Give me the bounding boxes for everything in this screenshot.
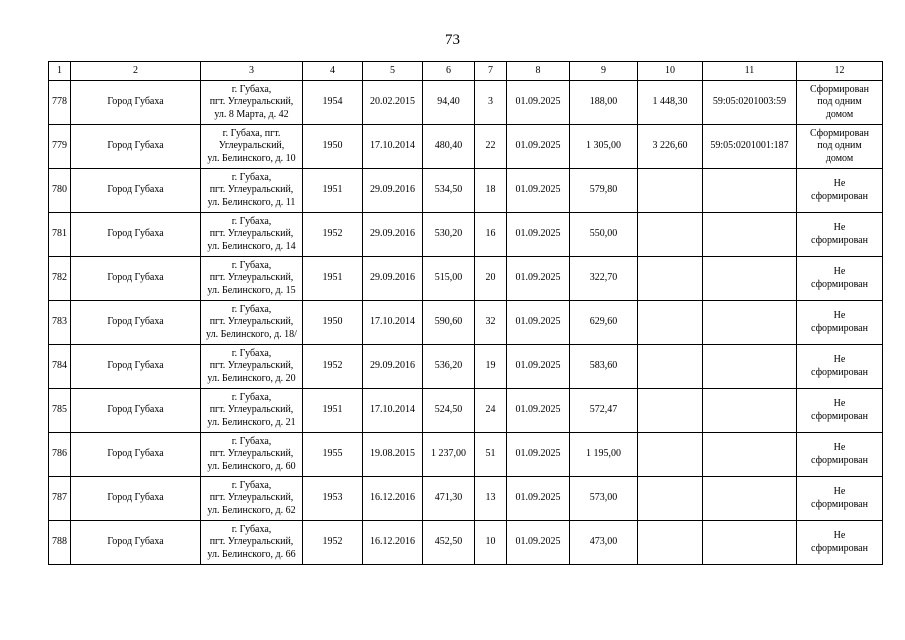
table-body xyxy=(49,81,883,565)
address-line: г. Губаха, xyxy=(231,523,272,535)
date2-cell: 01.09.2025 xyxy=(507,433,570,477)
area-cell: 480,40 xyxy=(423,125,475,169)
area3-cell xyxy=(638,521,703,565)
housing-registry-table xyxy=(48,61,883,565)
table-row xyxy=(49,345,883,389)
address-line: пгт. Углеуральский, xyxy=(209,316,294,328)
status-line: сформирован xyxy=(811,410,868,422)
date-cell: 17.10.2014 xyxy=(363,125,423,169)
status-line: сформирован xyxy=(811,366,868,378)
address-line: ул. Белинского, д. 60 xyxy=(207,460,296,472)
cadastral-cell: 59:05:0201001:187 xyxy=(703,125,797,169)
year-cell: 1952 xyxy=(303,213,363,257)
year-cell: 1952 xyxy=(303,521,363,565)
address-cell xyxy=(201,345,303,389)
address-line: г. Губаха, xyxy=(231,83,272,95)
address-line: ул. Белинского, д. 15 xyxy=(207,284,296,296)
table-row xyxy=(49,389,883,433)
address-line: г. Губаха, xyxy=(231,215,272,227)
date-cell: 17.10.2014 xyxy=(363,301,423,345)
address-line: ул. Белинского, д. 11 xyxy=(207,196,296,208)
table-row xyxy=(49,125,883,169)
address-line: ул. 8 Марта, д. 42 xyxy=(214,108,289,120)
date-cell: 29.09.2016 xyxy=(363,345,423,389)
address-line: пгт. Углеуральский, xyxy=(209,448,294,460)
address-cell xyxy=(201,433,303,477)
address-line: ул. Белинского, д. 20 xyxy=(207,372,296,384)
status-cell xyxy=(797,389,883,433)
table-row xyxy=(49,81,883,125)
area3-cell xyxy=(638,345,703,389)
column-header-7: 7 xyxy=(475,62,507,81)
date-cell: 29.09.2016 xyxy=(363,169,423,213)
status-line: Не xyxy=(833,178,846,189)
table-row xyxy=(49,477,883,521)
municipality-cell: Город Губаха xyxy=(71,521,201,565)
date-cell: 29.09.2016 xyxy=(363,213,423,257)
address-line: г. Губаха, xyxy=(231,259,272,271)
column-header-3: 3 xyxy=(201,62,303,81)
cadastral-cell: 59:05:0201003:59 xyxy=(703,81,797,125)
column-header-1: 1 xyxy=(49,62,71,81)
address-line: пгт. Углеуральский, xyxy=(209,184,294,196)
column-header-10: 10 xyxy=(638,62,703,81)
year-cell: 1954 xyxy=(303,81,363,125)
column-header-6: 6 xyxy=(423,62,475,81)
status-line: Не xyxy=(833,486,846,497)
date2-cell: 01.09.2025 xyxy=(507,345,570,389)
address-line: пгт. Углеуральский, xyxy=(209,360,294,372)
address-line: ул. Белинского, д. 66 xyxy=(207,548,296,560)
address-cell xyxy=(201,477,303,521)
address-cell xyxy=(201,81,303,125)
row-number: 787 xyxy=(49,477,71,521)
address-line: пгт. Углеуральский, xyxy=(209,272,294,284)
address-line: пгт. Углеуральский, xyxy=(209,404,294,416)
count-cell: 51 xyxy=(475,433,507,477)
year-cell: 1953 xyxy=(303,477,363,521)
date2-cell: 01.09.2025 xyxy=(507,301,570,345)
area-cell: 590,60 xyxy=(423,301,475,345)
municipality-cell: Город Губаха xyxy=(71,169,201,213)
address-line: г. Губаха, xyxy=(231,347,272,359)
year-cell: 1951 xyxy=(303,389,363,433)
area3-cell xyxy=(638,169,703,213)
area2-cell: 572,47 xyxy=(570,389,638,433)
area2-cell: 629,60 xyxy=(570,301,638,345)
cadastral-cell xyxy=(703,257,797,301)
status-cell xyxy=(797,257,883,301)
address-line: г. Губаха, пгт. xyxy=(222,127,281,139)
status-line: Не xyxy=(833,310,846,321)
area3-cell xyxy=(638,257,703,301)
area-cell: 94,40 xyxy=(423,81,475,125)
area-cell: 524,50 xyxy=(423,389,475,433)
date2-cell: 01.09.2025 xyxy=(507,521,570,565)
table-row xyxy=(49,521,883,565)
address-cell xyxy=(201,521,303,565)
address-cell xyxy=(201,301,303,345)
cadastral-cell xyxy=(703,345,797,389)
date2-cell: 01.09.2025 xyxy=(507,389,570,433)
address-line: пгт. Углеуральский, xyxy=(209,492,294,504)
date-cell: 29.09.2016 xyxy=(363,257,423,301)
table-row xyxy=(49,257,883,301)
status-cell xyxy=(797,477,883,521)
address-line: г. Губаха, xyxy=(231,479,272,491)
area2-cell: 188,00 xyxy=(570,81,638,125)
status-cell xyxy=(797,301,883,345)
area3-cell: 1 448,30 xyxy=(638,81,703,125)
date2-cell: 01.09.2025 xyxy=(507,257,570,301)
address-cell xyxy=(201,389,303,433)
status-cell xyxy=(797,345,883,389)
table-row xyxy=(49,169,883,213)
status-line: Сформирован xyxy=(809,83,870,95)
date-cell: 16.12.2016 xyxy=(363,521,423,565)
status-line: сформирован xyxy=(811,454,868,466)
page-number: 73 xyxy=(445,32,460,48)
date-cell: 16.12.2016 xyxy=(363,477,423,521)
row-number: 780 xyxy=(49,169,71,213)
status-line: Не xyxy=(833,354,846,365)
address-cell xyxy=(201,213,303,257)
address-line: ул. Белинского, д. 62 xyxy=(207,504,296,516)
status-cell xyxy=(797,521,883,565)
row-number: 778 xyxy=(49,81,71,125)
year-cell: 1950 xyxy=(303,125,363,169)
count-cell: 18 xyxy=(475,169,507,213)
status-line: сформирован xyxy=(811,234,868,246)
area2-cell: 579,80 xyxy=(570,169,638,213)
date2-cell: 01.09.2025 xyxy=(507,169,570,213)
address-line: г. Губаха, xyxy=(231,171,272,183)
status-cell xyxy=(797,169,883,213)
area2-cell: 473,00 xyxy=(570,521,638,565)
count-cell: 22 xyxy=(475,125,507,169)
year-cell: 1952 xyxy=(303,345,363,389)
area2-cell: 1 195,00 xyxy=(570,433,638,477)
area3-cell xyxy=(638,213,703,257)
municipality-cell: Город Губаха xyxy=(71,125,201,169)
address-line: г. Губаха, xyxy=(231,435,272,447)
date2-cell: 01.09.2025 xyxy=(507,213,570,257)
cadastral-cell xyxy=(703,213,797,257)
status-cell xyxy=(797,213,883,257)
year-cell: 1951 xyxy=(303,169,363,213)
address-cell xyxy=(201,125,303,169)
municipality-cell: Город Губаха xyxy=(71,301,201,345)
address-line: г. Губаха, xyxy=(231,391,272,403)
status-line: Не xyxy=(833,398,846,409)
date-cell: 19.08.2015 xyxy=(363,433,423,477)
address-line: Углеуральский, xyxy=(218,140,285,152)
municipality-cell: Город Губаха xyxy=(71,345,201,389)
date2-cell: 01.09.2025 xyxy=(507,81,570,125)
date-cell: 20.02.2015 xyxy=(363,81,423,125)
column-header-9: 9 xyxy=(570,62,638,81)
count-cell: 13 xyxy=(475,477,507,521)
area-cell: 452,50 xyxy=(423,521,475,565)
row-number: 788 xyxy=(49,521,71,565)
count-cell: 16 xyxy=(475,213,507,257)
column-header-11: 11 xyxy=(703,62,797,81)
cadastral-cell xyxy=(703,301,797,345)
status-line: Не xyxy=(833,266,846,277)
area2-cell: 1 305,00 xyxy=(570,125,638,169)
status-line: сформирован xyxy=(811,322,868,334)
area-cell: 536,20 xyxy=(423,345,475,389)
cadastral-cell xyxy=(703,433,797,477)
cadastral-cell xyxy=(703,521,797,565)
area2-cell: 550,00 xyxy=(570,213,638,257)
area2-cell: 583,60 xyxy=(570,345,638,389)
area3-cell xyxy=(638,477,703,521)
status-line: домом xyxy=(825,152,854,164)
row-number: 785 xyxy=(49,389,71,433)
column-header-8: 8 xyxy=(507,62,570,81)
municipality-cell: Город Губаха xyxy=(71,81,201,125)
municipality-cell: Город Губаха xyxy=(71,389,201,433)
area-cell: 534,50 xyxy=(423,169,475,213)
count-cell: 3 xyxy=(475,81,507,125)
address-line: пгт. Углеуральский, xyxy=(209,96,294,108)
status-line: Не xyxy=(833,222,846,233)
area3-cell: 3 226,60 xyxy=(638,125,703,169)
status-cell xyxy=(797,433,883,477)
status-line: сформирован xyxy=(811,190,868,202)
column-header-4: 4 xyxy=(303,62,363,81)
cadastral-cell xyxy=(703,169,797,213)
address-line: пгт. Углеуральский, xyxy=(209,536,294,548)
area-cell: 1 237,00 xyxy=(423,433,475,477)
status-cell xyxy=(797,81,883,125)
count-cell: 24 xyxy=(475,389,507,433)
column-header-5: 5 xyxy=(363,62,423,81)
status-line: сформирован xyxy=(811,542,868,554)
row-number: 786 xyxy=(49,433,71,477)
area3-cell xyxy=(638,433,703,477)
cadastral-cell xyxy=(703,477,797,521)
date2-cell: 01.09.2025 xyxy=(507,125,570,169)
status-line: Не xyxy=(833,530,846,541)
area3-cell xyxy=(638,301,703,345)
municipality-cell: Город Губаха xyxy=(71,433,201,477)
column-header-12: 12 xyxy=(797,62,883,81)
address-line: пгт. Углеуральский, xyxy=(209,228,294,240)
table-row xyxy=(49,433,883,477)
table-row xyxy=(49,213,883,257)
row-number: 781 xyxy=(49,213,71,257)
column-header-2: 2 xyxy=(71,62,201,81)
area-cell: 471,30 xyxy=(423,477,475,521)
area-cell: 515,00 xyxy=(423,257,475,301)
cadastral-cell xyxy=(703,389,797,433)
row-number: 783 xyxy=(49,301,71,345)
date-cell: 17.10.2014 xyxy=(363,389,423,433)
count-cell: 19 xyxy=(475,345,507,389)
address-line: ул. Белинского, д. 14 xyxy=(207,240,296,252)
address-cell xyxy=(201,257,303,301)
address-line: ул. Белинского, д. 18/ xyxy=(206,328,297,340)
row-number: 782 xyxy=(49,257,71,301)
address-line: ул. Белинского, д. 10 xyxy=(207,152,296,164)
header-row xyxy=(49,62,883,81)
area-cell: 530,20 xyxy=(423,213,475,257)
status-line: под одним xyxy=(817,140,862,152)
address-line: г. Губаха, xyxy=(231,303,272,315)
address-line: ул. Белинского, д. 21 xyxy=(207,416,296,428)
status-line: сформирован xyxy=(811,498,868,510)
status-line: Не xyxy=(833,442,846,453)
year-cell: 1951 xyxy=(303,257,363,301)
count-cell: 32 xyxy=(475,301,507,345)
status-cell xyxy=(797,125,883,169)
status-line: под одним xyxy=(817,96,862,108)
municipality-cell: Город Губаха xyxy=(71,257,201,301)
year-cell: 1950 xyxy=(303,301,363,345)
area2-cell: 322,70 xyxy=(570,257,638,301)
date2-cell: 01.09.2025 xyxy=(507,477,570,521)
table-row xyxy=(49,301,883,345)
status-line: Сформирован xyxy=(809,127,870,139)
status-line: сформирован xyxy=(811,278,868,290)
area2-cell: 573,00 xyxy=(570,477,638,521)
row-number: 784 xyxy=(49,345,71,389)
area3-cell xyxy=(638,389,703,433)
address-cell xyxy=(201,169,303,213)
municipality-cell: Город Губаха xyxy=(71,213,201,257)
municipality-cell: Город Губаха xyxy=(71,477,201,521)
count-cell: 20 xyxy=(475,257,507,301)
year-cell: 1955 xyxy=(303,433,363,477)
status-line: домом xyxy=(825,108,854,120)
count-cell: 10 xyxy=(475,521,507,565)
row-number: 779 xyxy=(49,125,71,169)
